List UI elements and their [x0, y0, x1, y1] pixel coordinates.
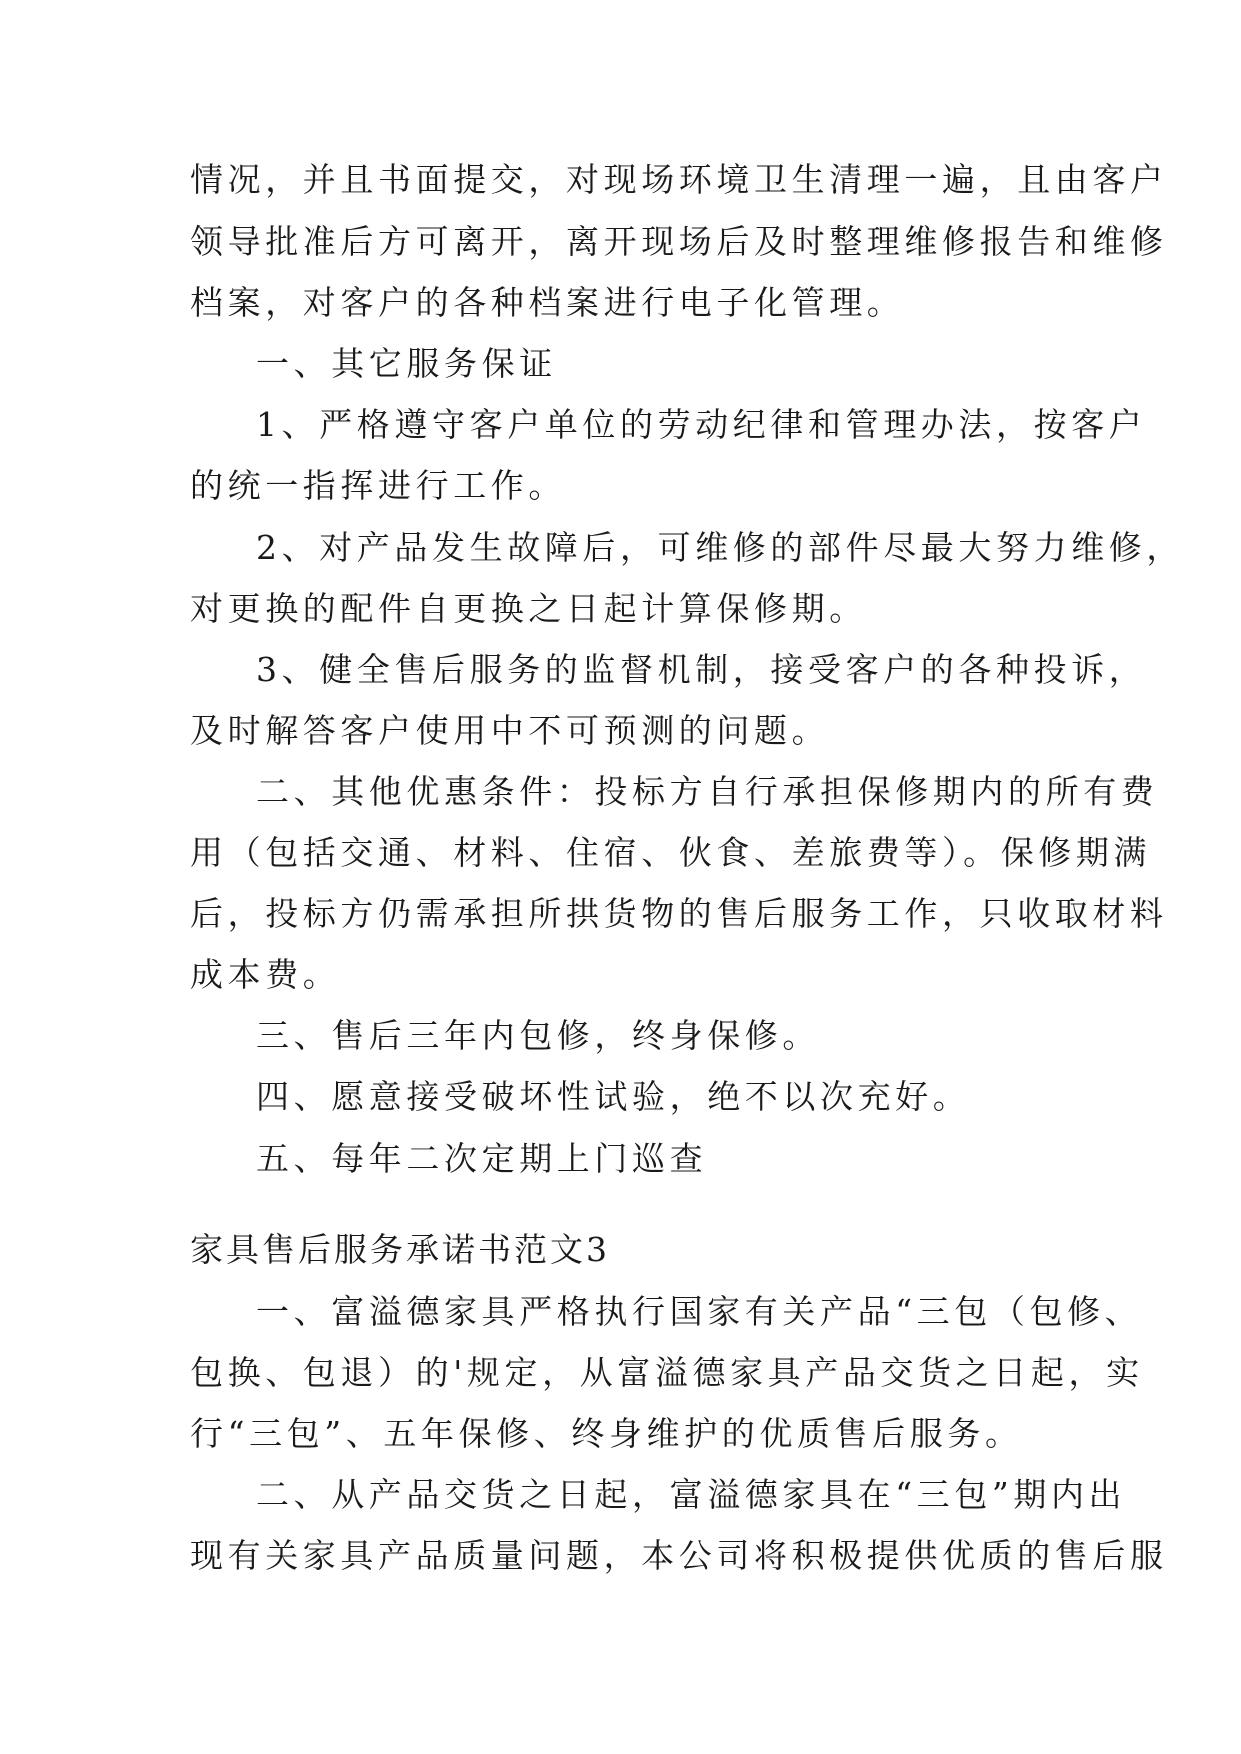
paragraph-line: 行“三包”、五年保修、终身维护的优质售后服务。: [190, 1414, 1023, 1453]
paragraph-line: 对更换的配件自更换之日起计算保修期。: [190, 589, 867, 628]
paragraph-line: 档案，对客户的各种档案进行电子化管理。: [190, 283, 905, 322]
paragraph-line: 3、健全售后服务的监督机制，接受客户的各种投诉，: [256, 650, 1147, 689]
paragraph-line: 二、从产品交货之日起，富溢德家具在“三包”期内出: [256, 1475, 1127, 1514]
paragraph-line: 三、售后三年内包修，终身保修。: [256, 1016, 820, 1055]
paragraph-line: 后，投标方仍需承担所拱货物的售后服务工作，只收取材料: [190, 894, 1168, 933]
paragraph-line: 领导批准后方可离开，离开现场后及时整理维修报告和维修: [190, 222, 1168, 261]
paragraph-line: 的统一指挥进行工作。: [190, 466, 566, 505]
paragraph-line: 及时解答客户使用中不可预测的问题。: [190, 711, 830, 750]
paragraph-line: 一、富溢德家具严格执行国家有关产品“三包（包修、: [256, 1292, 1143, 1331]
paragraph-line: 包换、包退）的'规定，从富溢德家具产品交货之日起，实: [190, 1353, 1144, 1392]
paragraph-line: 用（包括交通、材料、住宿、伙食、差旅费等）。保修期满: [190, 833, 1152, 872]
section-heading: 一、其它服务保证: [256, 344, 557, 383]
paragraph-line: 四、愿意接受破坏性试验，绝不以次充好。: [256, 1077, 971, 1116]
paragraph-line: 现有关家具产品质量问题，本公司将积极提供优质的售后服: [190, 1536, 1168, 1575]
paragraph-line: 成本费。: [190, 955, 341, 994]
paragraph-line: 1、严格遵守客户单位的劳动纪律和管理办法，按客户: [256, 405, 1147, 444]
paragraph-line: 二、其他优惠条件：投标方自行承担保修期内的所有费: [256, 772, 1159, 811]
paragraph-line: 2、对产品发生故障后，可维修的部件尽最大努力维修，: [256, 528, 1184, 567]
paragraph-line: 情况，并且书面提交，对现场环境卫生清理一遍，且由客户: [190, 160, 1168, 199]
section-title: 家具售后服务承诺书范文3: [190, 1230, 610, 1269]
paragraph-line: 五、每年二次定期上门巡查: [256, 1139, 708, 1178]
